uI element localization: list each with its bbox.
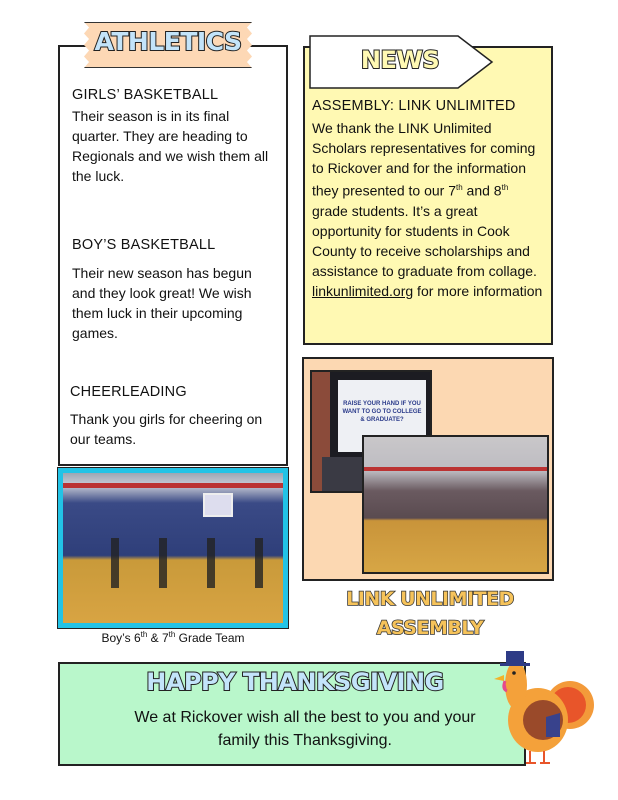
boys-basketball-body: Their new season has begun and they look great! We wish them luck in their upcoming games. [72,265,252,341]
slide-text: RAISE YOUR HAND IF YOU WANT TO GO TO COLLEGE & GRADUATE? [342,401,422,423]
cheerleading-heading: CHEERLEADING [70,384,187,400]
athletics-title: ATHLETICS [94,27,242,56]
cheerleading-body: Thank you girls for cheering on our teams. [70,411,263,447]
assembly-caption-line2: ASSEMBLY [376,617,484,639]
players [93,538,263,588]
basketball-hoop [203,493,233,517]
pilgrim-hat-icon [500,651,530,666]
girls-basketball-body: Their season is in its final quarter. They are heading to Regionals and we wish them all the luck. [72,108,269,184]
boys-basketball-heading: BOY’S BASKETBALL [72,237,216,253]
thanksgiving-title: HAPPY THANKSGIVING [146,668,444,696]
linkunlimited-link[interactable]: linkunlimited.org [312,282,414,299]
team-photo-caption: Boy’s 6th & 7th Grade Team [101,630,245,645]
boys-team-photo [58,468,288,628]
assembly-audience-photo [362,435,549,574]
news-body: We thank the LINK Unlimited Scholars representatives for coming to Rickover and for the information they presented to our 7th and 8th grade students. It’s a great opportunity for students in Cook County to receive scholarships and assistance to graduate from collage. linkunlimited.org for more information [312,120,543,299]
news-heading: ASSEMBLY: LINK UNLIMITED [312,98,516,114]
news-title: NEWS [360,46,440,74]
girls-basketball-heading: GIRLS’ BASKETBALL [72,87,219,103]
thanksgiving-message: We at Rickover wish all the best to you and your family this Thanksgiving. [134,709,476,749]
assembly-caption-line1: LINK UNLIMITED [346,588,514,610]
turkey-illustration [488,645,598,770]
